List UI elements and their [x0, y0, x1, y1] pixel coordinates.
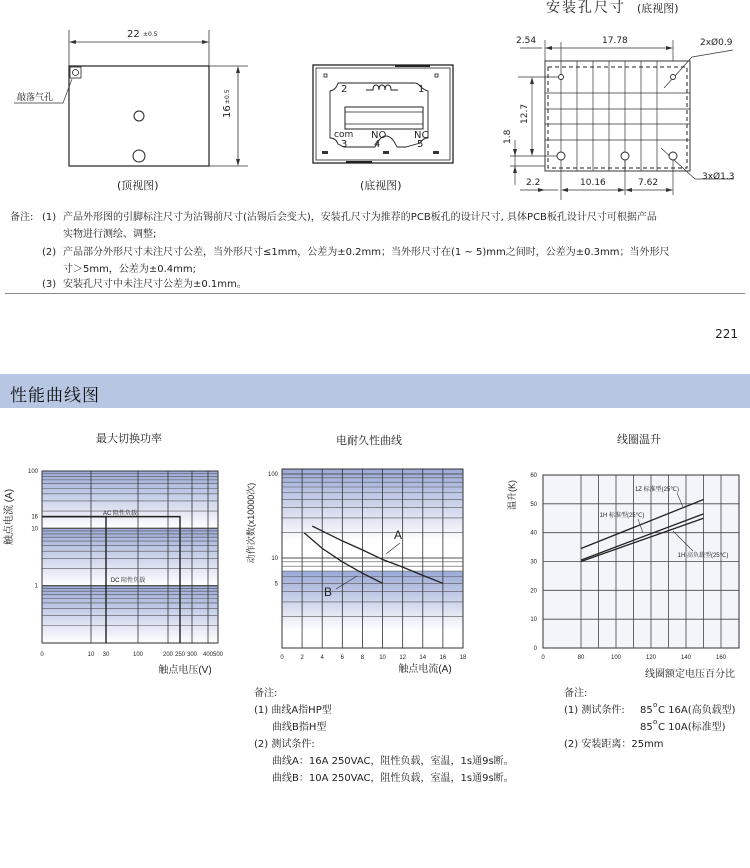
bottom-view-caption: (底视图): [360, 179, 402, 192]
x-tick-label: 120: [645, 655, 657, 661]
x-tick-label: 30: [102, 652, 110, 658]
y-tick-label: 1: [34, 583, 38, 590]
section-header-bar: [0, 374, 750, 408]
temp-note-1b-rest: C 10A(标准型): [658, 722, 726, 733]
y-axis-label: 触点电流 (A): [4, 488, 15, 546]
x-axis-label: 线圈额定电压百分比: [645, 669, 735, 680]
note-3-line1: 安装孔尺寸中未注尺寸公差为±0.1mm。: [63, 279, 247, 290]
x-tick-label: 0: [40, 652, 44, 658]
x-tick-label: 500: [212, 652, 224, 658]
x-tick-label: 10: [87, 652, 95, 658]
y-tick-label: 100: [27, 469, 38, 475]
x-tick-label: 14: [419, 655, 427, 661]
notes-divider: [5, 293, 745, 294]
y-tick-label: 40: [530, 530, 537, 537]
pin-5-label: 5: [417, 139, 424, 150]
pin-no-label: NO: [371, 130, 387, 141]
mounting-title: 安装孔尺寸: [546, 0, 626, 16]
x-tick-label: 0: [541, 655, 545, 661]
dim-10-16: 10.16: [580, 178, 606, 188]
chart-max-switching-power: [0, 455, 240, 685]
x-tick-label: 100: [610, 655, 622, 661]
dim-2x-0-9: 2xØ0.9: [700, 38, 733, 48]
top-width-tol: ±0.5: [143, 31, 158, 38]
x-tick-label: 12: [399, 655, 407, 661]
x-tick-label: 200: [162, 652, 174, 658]
x-tick-label: 400: [202, 652, 214, 658]
x-tick-label: 16: [439, 655, 447, 661]
endurance-notes-label: 备注:: [254, 688, 278, 699]
temp-note-1a-deg: o: [653, 701, 658, 709]
temp-note-1b-t: 85: [640, 722, 653, 733]
dim-17-78: 17.78: [602, 36, 628, 46]
endurance-note-line3: (2) 测试条件:: [254, 739, 315, 750]
pin-com-label: com: [334, 130, 354, 140]
dim-3x-1-3: 3xØ1.3: [702, 172, 735, 182]
band-top: [282, 469, 463, 541]
temp-note-1a-t: 85: [640, 705, 653, 716]
page-number: 221: [715, 327, 738, 341]
vent-hole-label: 敲落气孔: [17, 93, 54, 103]
bottom-view-drawing: [290, 50, 470, 200]
series-label-b: B: [323, 585, 333, 599]
endurance-note-line1: (1) 曲线A指HP型: [254, 705, 332, 716]
mounting-svg: [490, 0, 750, 200]
note-3-num: (3): [42, 279, 57, 290]
y-tick-label: 10: [271, 556, 278, 562]
chart-coil-temp-rise: [495, 455, 750, 685]
endurance-note-line2: 曲线B指H型: [272, 722, 327, 733]
x-axis-label: 触点电压(V): [158, 665, 212, 676]
x-tick-label: 18: [459, 655, 467, 661]
series-label-1h-hl: 1H 高负载型(25℃): [677, 553, 729, 559]
x-tick-label: 140: [680, 655, 692, 661]
series-label-a: A: [393, 528, 403, 542]
x-tick-label: 80: [577, 655, 585, 661]
mounting-title-suffix: (底视图): [637, 2, 679, 15]
y-tick-label: 100: [267, 472, 278, 478]
note-2-num: (2): [42, 247, 57, 258]
pin-2-label: 2: [341, 84, 348, 95]
dim-2-2: 2.2: [526, 178, 541, 188]
x-tick-label: 160: [715, 655, 727, 661]
y-tick-label: 60: [530, 473, 537, 479]
x-axis-label: 触点电流(A): [398, 664, 452, 675]
note-1-num: (1): [42, 212, 57, 223]
pin-4-label: 4: [374, 139, 381, 150]
note-2-line2: 寸＞5mm，公差为±0.4mm;: [63, 264, 196, 275]
dim-12-7: 12.7: [520, 103, 530, 124]
temp-note-1-num: (1) 测试条件:: [564, 705, 625, 716]
note-1-line2: 实物进行测绘、调整;: [63, 229, 157, 240]
temp-note-2: (2) 安装距离：25mm: [564, 739, 664, 750]
pin-1-label: 1: [418, 84, 425, 95]
top-height-dim: 16: [222, 105, 233, 118]
x-tick-label: 300: [186, 652, 198, 658]
y-tick-label: 5: [274, 581, 278, 588]
x-tick-label: 0: [280, 655, 284, 661]
x-tick-label: 250: [174, 652, 186, 658]
temp-notes-label: 备注:: [564, 688, 588, 699]
temp-note-1b-deg: o: [653, 718, 658, 726]
x-tick-label: 8: [360, 655, 365, 661]
series-label-1z: 1Z 标准型(25℃): [634, 487, 680, 493]
dim-2-54: 2.54: [516, 36, 537, 46]
top-view-caption: (顶视图): [117, 179, 159, 192]
temp-note-1a-rest: C 16A(高负载型): [658, 705, 736, 716]
x-tick-label: 10: [379, 655, 386, 661]
y-tick-label: 30: [530, 559, 537, 566]
dim-1-8: 1.8: [503, 129, 513, 144]
notes-label: 备注:: [10, 212, 34, 223]
temp-notes: [564, 685, 750, 755]
pin-nc-label: NC: [414, 130, 429, 141]
top-width-dim: 22: [127, 29, 140, 40]
x-tick-label: 4: [320, 655, 324, 661]
dim-7-62: 7.62: [638, 178, 659, 188]
y-tick-label: 0: [533, 646, 537, 652]
label-arrow-a: [386, 543, 400, 554]
top-height-tol: ±0.5: [224, 89, 231, 104]
y-axis-label: 温升(K): [507, 480, 517, 510]
y-tick-label: 10: [530, 617, 537, 624]
endurance-note-line5: 曲线B：10A 250VAC，阻性负载，室温，1s通9s断。: [272, 773, 514, 784]
x-tick-label: 100: [132, 652, 144, 658]
notes-block: [0, 205, 750, 295]
y-tick-label: 20: [530, 588, 537, 595]
pin-3-label: 3: [341, 139, 348, 150]
y-tick-label: 50: [530, 501, 537, 508]
series-label-1h-std: 1H 标准型(25℃): [599, 513, 645, 519]
series-label-dc: DC 阻性负载: [110, 578, 146, 584]
chart3-title: 线圈温升: [617, 433, 661, 446]
endurance-notes: [254, 685, 544, 784]
section-title: 性能曲线图: [10, 386, 100, 406]
endurance-note-line4: 曲线A：16A 250VAC，阻性负载，室温，1s通9s断。: [272, 756, 514, 767]
mounting-hole-drawing: [490, 0, 750, 200]
note-1-line1: 产品外形图的引脚标注尺寸为沾锡前尺寸(沾锡后会变大)，安装孔尺寸为推荐的PCB板孔的设计尺寸, 具体PCB板孔设计尺寸可根据产品: [63, 212, 657, 223]
chart1-title: 最大切换功率: [96, 432, 162, 445]
note-2-line1: 产品部分外形尺寸未注尺寸公差，当外形尺寸≤1mm，公差为±0.2mm；当外形尺寸在(1 ~ 5)mm之间时，公差为±0.3mm；当外形尺: [63, 247, 670, 258]
y-tick-label: 16: [31, 514, 38, 521]
x-tick-label: 6: [340, 655, 345, 661]
x-tick-label: 2: [300, 655, 304, 661]
chart-electrical-endurance: [240, 455, 480, 685]
top-view-drawing: [0, 0, 260, 200]
y-tick-label: 10: [31, 526, 38, 533]
chart2-title: 电耐久性曲线: [336, 434, 402, 447]
y-axis-label: 动作次数(x10000次): [246, 482, 256, 564]
series-label-ac: AC 阻性负载: [102, 511, 138, 517]
